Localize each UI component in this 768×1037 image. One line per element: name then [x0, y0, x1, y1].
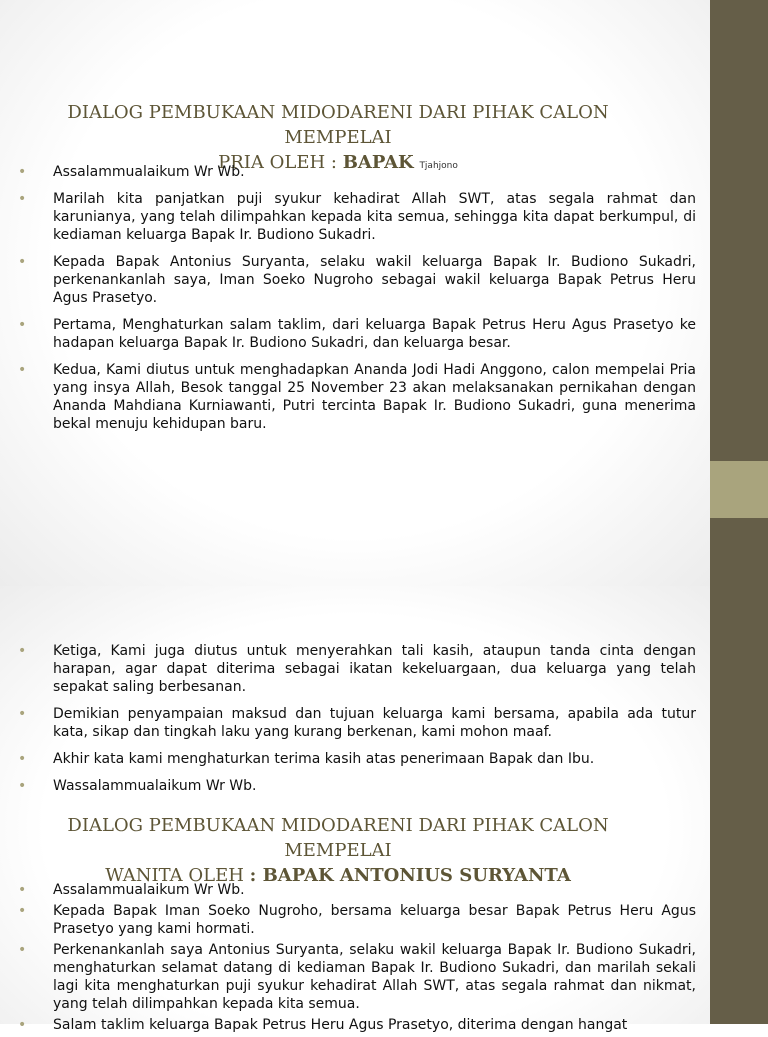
- list-item: • Marilah kita panjatkan puji syukur kehadirat Allah SWT, atas segala rahmat dan karunianya, yang telah dilimpahkan kepada kita semua, sehingga kita dapat berkumpul, di kediaman keluarga Bapak Ir. Budiono Sukadri.: [18, 190, 696, 244]
- slide-1-bullet-list: [18, 163, 696, 442]
- list-item: • Kepada Bapak Iman Soeko Nugroho, bersama keluarga besar Bapak Petrus Heru Agus Prasetyo yang kami hormati.: [18, 902, 696, 938]
- list-item: • Wassalammualaikum Wr Wb.: [18, 777, 696, 795]
- list-item: • Ketiga, Kami juga diutus untuk menyerahkan tali kasih, ataupun tanda cinta dengan harapan, agar dapat diterima sebagai ikatan kekeluargaan, dua keluarga yang telah sepakat saling berbesanan.: [18, 642, 696, 696]
- slide-2-title: [18, 813, 658, 888]
- list-item: • Assalammualaikum Wr Wb.: [18, 881, 696, 899]
- title-prefix: PRIA OLEH :: [218, 152, 343, 173]
- list-item: • Kepada Bapak Antonius Suryanta, selaku wakil keluarga Bapak Ir. Budiono Sukadri, perkenankanlah saya, Iman Soeko Nugroho sebagai wakil keluarga Bapak Petrus Heru Agus Prasetyo.: [18, 253, 696, 307]
- list-item: • Kedua, Kami diutus untuk menghadapkan Ananda Jodi Hadi Anggono, calon mempelai Pria yang insya Allah, Besok tanggal 25 November 23 akan melaksanakan pernikahan dengan Ananda Mahdiana Kurniawanti, Putri tercinta Bapak Ir. Budiono Sukadri, guna menerima bekal menuju kehidupan baru.: [18, 361, 696, 433]
- list-item: • Salam taklim keluarga Bapak Petrus Heru Agus Prasetyo, diterima dengan hangat: [18, 1016, 696, 1034]
- slide-2: [0, 586, 710, 1033]
- title-prefix: WANITA OLEH: [105, 865, 250, 886]
- title-small: Tjahjono: [419, 161, 458, 171]
- title-line-1: DIALOG PEMBUKAAN MIDODARENI DARI PIHAK CALON MEMPELAI: [67, 815, 609, 861]
- list-item: • Pertama, Menghaturkan salam taklim, dari keluarga Bapak Petrus Heru Agus Prasetyo ke hadapan keluarga Bapak Ir. Budiono Sukadri, dan keluarga besar.: [18, 316, 696, 352]
- list-item: • Demikian penyampaian maksud dan tujuan keluarga kami bersama, apabila ada tutur kata, sikap dan tingkah laku yang kurang berkenan, kami mohon maaf.: [18, 705, 696, 741]
- list-item: • Assalammualaikum Wr Wb.: [18, 163, 696, 181]
- title-bold: : BAPAK ANTONIUS SURYANTA: [249, 865, 571, 886]
- title-line-1: DIALOG PEMBUKAAN MIDODARENI DARI PIHAK CALON MEMPELAI: [67, 102, 609, 148]
- list-item: • Perkenankanlah saya Antonius Suryanta, selaku wakil keluarga Bapak Ir. Budiono Sukadri, menghaturkan selamat datang di kediaman Bapak Ir. Budiono Sukadri, dan marilah sekali lagi kita menghaturkan puji syukur kehadirat Allah SWT, atas segala rahmat dan nikmat, yang telah dilimpahkan kepada kita semua.: [18, 941, 696, 1013]
- slide-2-bullet-list: [18, 642, 696, 804]
- sidebar-accent: [710, 461, 768, 518]
- slide-2-bullet-list-2: [18, 881, 696, 1037]
- title-bold: BAPAK: [342, 152, 414, 173]
- list-item: • Akhir kata kami menghaturkan terima kasih atas penerimaan Bapak dan Ibu.: [18, 750, 696, 768]
